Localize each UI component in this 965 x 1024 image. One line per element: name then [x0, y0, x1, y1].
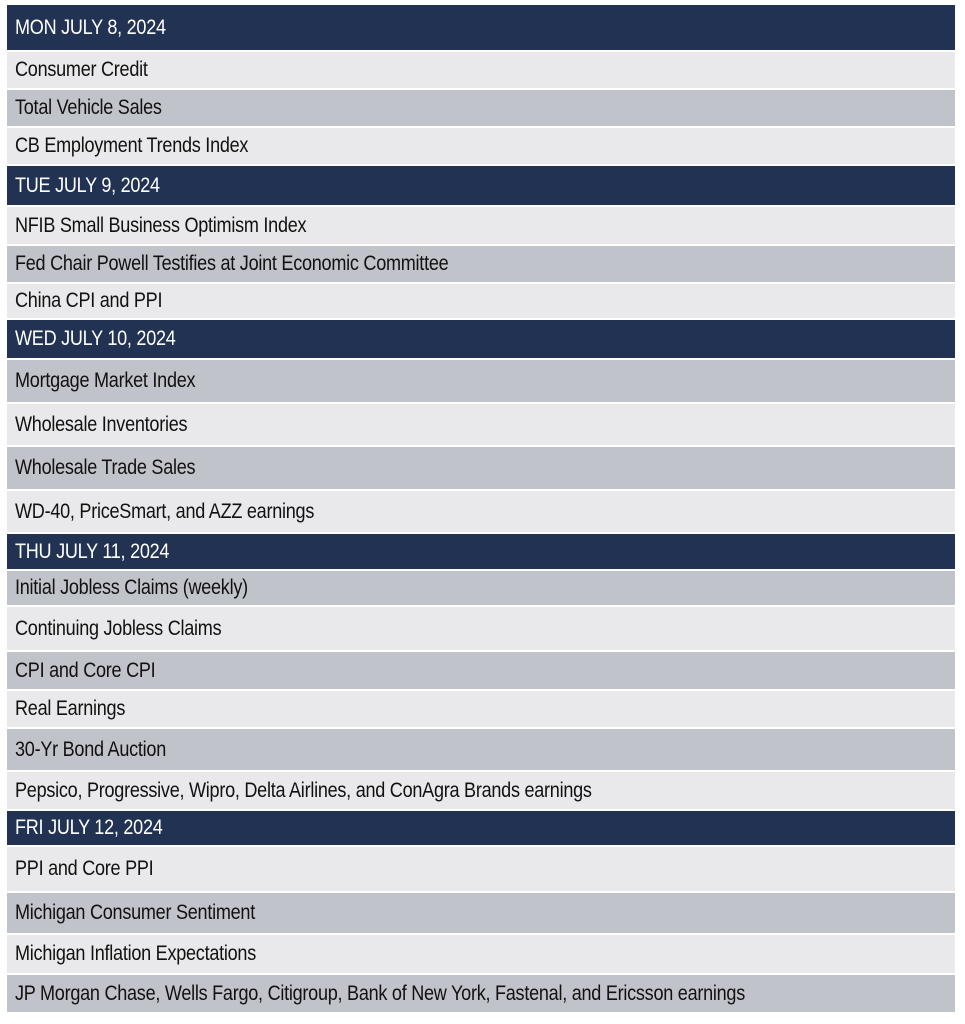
event-row: CB Employment Trends Index — [7, 128, 955, 166]
event-row: China CPI and PPI — [7, 284, 955, 320]
day-header-friday: FRI JULY 12, 2024 — [7, 811, 955, 847]
event-row: Mortgage Market Index — [7, 360, 955, 404]
economic-calendar — [7, 5, 955, 1014]
day-header-monday: MON JULY 8, 2024 — [7, 5, 955, 52]
event-row: 30-Yr Bond Auction — [7, 729, 955, 772]
event-row: Wholesale Inventories — [7, 404, 955, 447]
event-row: Fed Chair Powell Testifies at Joint Economic Committee — [7, 246, 955, 284]
event-row: Initial Jobless Claims (weekly) — [7, 571, 955, 607]
event-row: WD-40, PriceSmart, and AZZ earnings — [7, 491, 955, 534]
event-row: Real Earnings — [7, 691, 955, 729]
event-row: JP Morgan Chase, Wells Fargo, Citigroup, Bank of New York, Fastenal, and Ericsson earnings — [7, 975, 955, 1014]
event-row: Michigan Consumer Sentiment — [7, 893, 955, 935]
event-row: Continuing Jobless Claims — [7, 607, 955, 652]
event-row: Total Vehicle Sales — [7, 90, 955, 128]
event-row: Wholesale Trade Sales — [7, 447, 955, 491]
event-row: Michigan Inflation Expectations — [7, 935, 955, 975]
day-header-tuesday: TUE JULY 9, 2024 — [7, 166, 955, 207]
event-row: Consumer Credit — [7, 52, 955, 90]
event-row: NFIB Small Business Optimism Index — [7, 207, 955, 246]
event-row: PPI and Core PPI — [7, 847, 955, 893]
day-header-wednesday: WED JULY 10, 2024 — [7, 320, 955, 360]
event-row: CPI and Core CPI — [7, 652, 955, 691]
event-row: Pepsico, Progressive, Wipro, Delta Airlines, and ConAgra Brands earnings — [7, 772, 955, 811]
day-header-thursday: THU JULY 11, 2024 — [7, 534, 955, 571]
